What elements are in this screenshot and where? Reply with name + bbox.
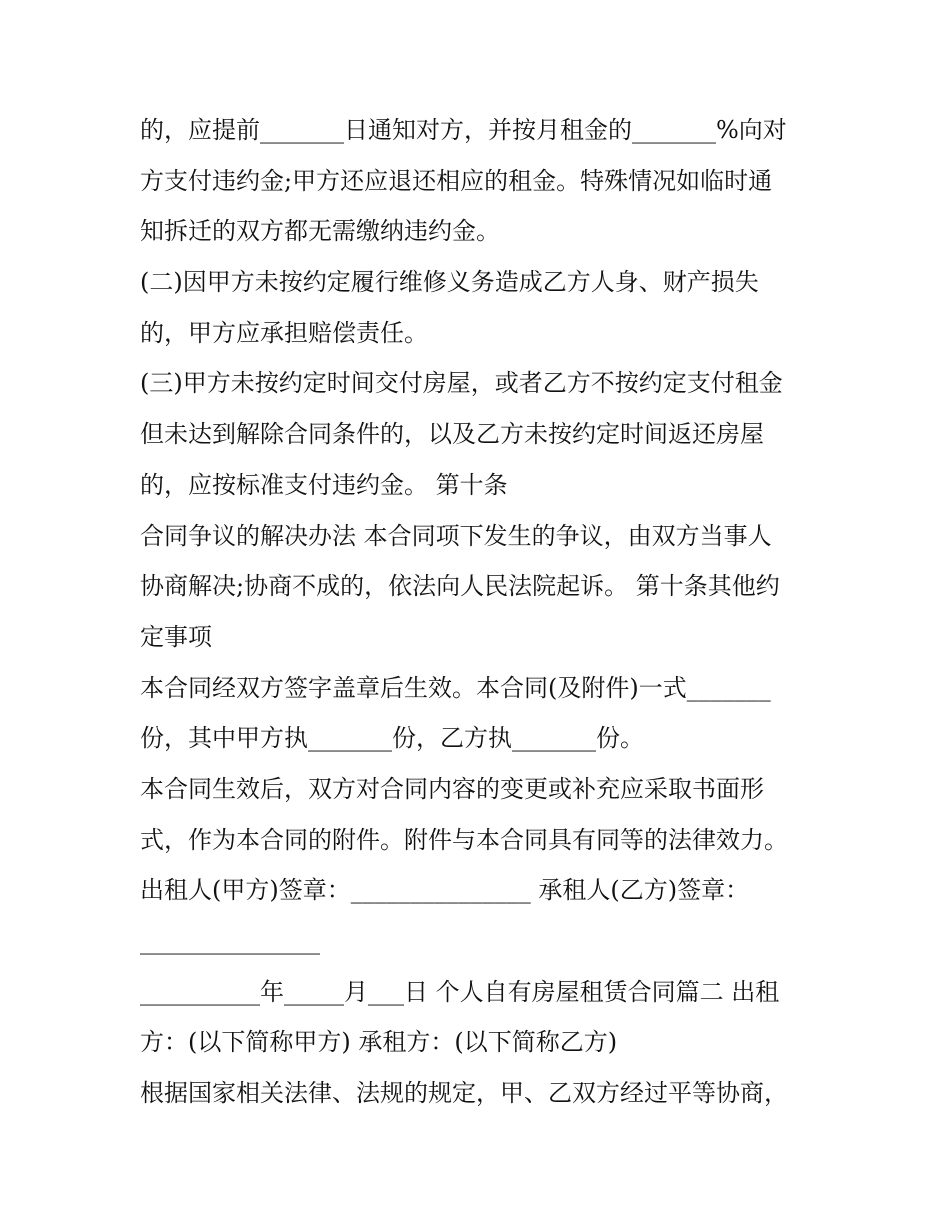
text-line: 合同争议的解决办法 本合同项下发生的争议，由双方当事人 xyxy=(140,521,772,550)
signature-blank: _______________ xyxy=(140,927,320,955)
text-line: 知拆迁的双方都无需缴纳违约金。 xyxy=(140,217,500,246)
text-line: 的，应提前_______日通知对方，并按月租金的_______%向对 xyxy=(140,116,787,144)
text-line: (三)甲方未按约定时间交付房屋，或者乙方不按约定支付租金 xyxy=(140,369,783,398)
date-line: __________年_____月___日 个人自有房屋租赁合同篇二 出租 xyxy=(140,977,780,1006)
text-line: 的，应按标准支付违约金。 第十条 xyxy=(140,470,508,499)
contract-text xyxy=(140,105,820,1119)
text-line: 方：(以下简称甲方) 承租方：(以下简称乙方) xyxy=(140,1028,618,1057)
text-line: 但未达到解除合同条件的，以及乙方未按约定时间返还房屋 xyxy=(140,420,764,449)
text-line: 协商解决;协商不成的，依法向人民法院起诉。 第十条其他约 xyxy=(140,572,780,601)
text-line: 定事项 xyxy=(140,622,212,651)
text-line: 的，甲方应承担赔偿责任。 xyxy=(140,318,428,347)
text-line: 式，作为本合同的附件。附件与本合同具有同等的法律效力。 xyxy=(140,825,788,854)
text-line: 本合同经双方签字盖章后生效。本合同(及附件)一式_______ xyxy=(140,673,771,702)
text-line: (二)因甲方未按约定履行维修义务造成乙方人身、财产损失 xyxy=(140,268,759,297)
text-line: 份，其中甲方执_______份，乙方执_______份。 xyxy=(140,724,644,753)
signature-line: 出租人(甲方)签章：_______________ 承租人(乙方)签章： xyxy=(140,876,750,905)
text-line: 本合同生效后，双方对合同内容的变更或补充应采取书面形 xyxy=(140,774,764,803)
text-line: 根据国家相关法律、法规的规定，甲、乙双方经过平等协商， xyxy=(140,1079,788,1108)
text-line: 方支付违约金;甲方还应退还相应的租金。特殊情况如临时通 xyxy=(140,166,773,195)
